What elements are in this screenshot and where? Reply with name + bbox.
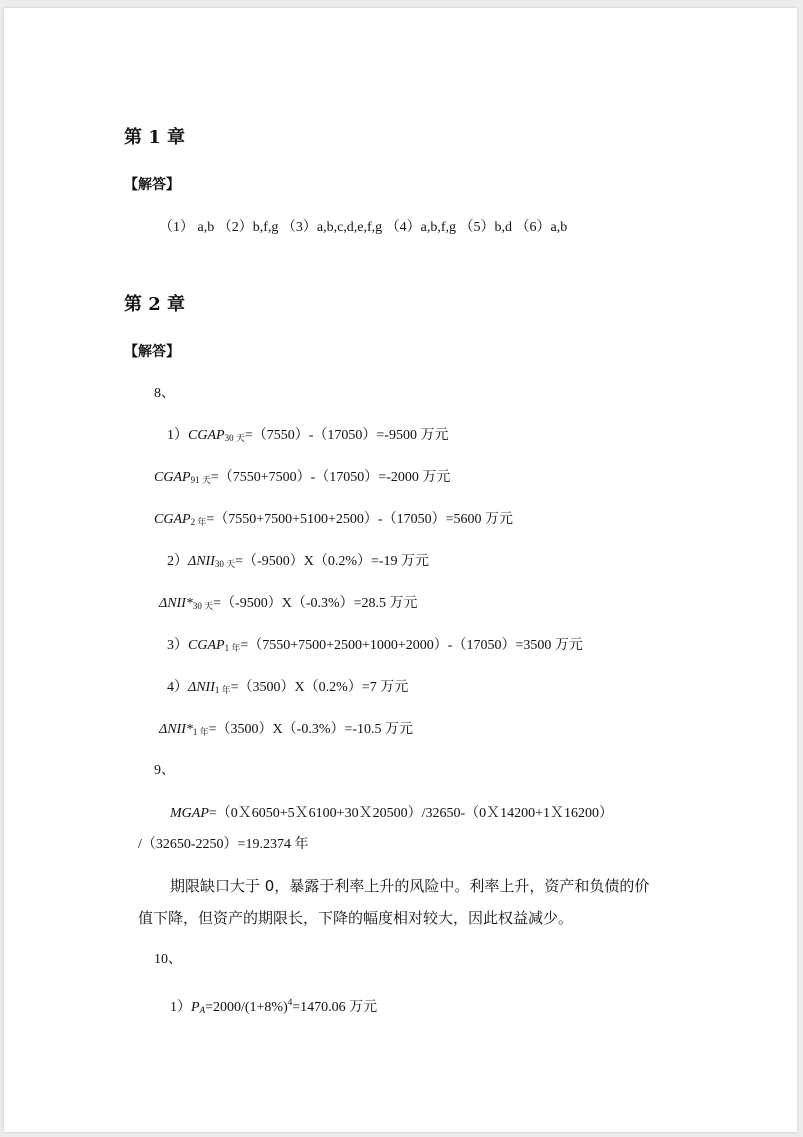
variable: P bbox=[191, 1000, 200, 1015]
delta-nii-1y-line bbox=[167, 678, 408, 700]
expression: =（7550+7500）-（17050）=-2000 万元 bbox=[210, 470, 451, 485]
item-number: 3） bbox=[167, 638, 188, 653]
subscript: 2 年 bbox=[190, 517, 207, 527]
mgap-line bbox=[170, 804, 613, 824]
cgap-30-line bbox=[167, 426, 448, 448]
expression: =（3500）X（-0.3%）=-10.5 万元 bbox=[208, 722, 414, 737]
cgap-1y-line bbox=[167, 636, 583, 658]
subscript: 91 天 bbox=[190, 475, 211, 485]
chapter-1-title: 第 1 章 bbox=[124, 127, 186, 148]
subscript: 1 年 bbox=[214, 685, 231, 695]
cgap-2y-line bbox=[154, 510, 513, 532]
item-number: 4） bbox=[167, 680, 188, 695]
paragraph-line-1: 期限缺口大于 0，暴露于利率上升的风险中。利率上升，资产和负债的价 bbox=[170, 877, 650, 895]
mgap-continuation: /（32650-2250）=19.2374 年 bbox=[138, 837, 309, 852]
question-9-label: 9、 bbox=[154, 763, 175, 778]
expression: =（0Ｘ6050+5Ｘ6100+30Ｘ20500）/32650-（0Ｘ14200+1Ｘ16200） bbox=[208, 806, 614, 821]
variable: ΔNII* bbox=[159, 596, 193, 611]
variable: MGAP bbox=[170, 806, 209, 821]
variable: CGAP bbox=[188, 428, 225, 443]
superscript: 4 bbox=[287, 997, 293, 1007]
present-value-line bbox=[170, 992, 377, 1020]
item-number: 1） bbox=[167, 428, 188, 443]
delta-nii-star-30-line bbox=[159, 594, 418, 616]
item-number: 2） bbox=[167, 554, 188, 569]
paragraph-line-2: 值下降，但资产的期限长，下降的幅度相对较大，因此权益减少。 bbox=[138, 909, 574, 927]
expression: =（7550）-（17050）=-9500 万元 bbox=[244, 428, 449, 443]
delta-nii-30-line bbox=[167, 552, 429, 574]
subscript: 30 天 bbox=[214, 559, 236, 569]
subscript: 30 天 bbox=[192, 601, 214, 611]
variable: ΔNII bbox=[188, 680, 215, 695]
chapter-1-answer-line: （1） a,b （2）b,f,g （3）a,b,c,d,e,f,g （4）a,b,f,g （5）b,d （6）a,b bbox=[159, 220, 568, 235]
subscript: 30 天 bbox=[224, 433, 245, 443]
expression: =（-9500）X（0.2%）=-19 万元 bbox=[235, 554, 430, 569]
chapter-2-answer-heading: 【解答】 bbox=[124, 344, 180, 360]
subscript: A bbox=[199, 1005, 206, 1015]
delta-nii-star-1y-line bbox=[159, 720, 413, 742]
question-10-label: 10、 bbox=[154, 952, 182, 967]
variable: ΔNII* bbox=[159, 722, 193, 737]
variable: ΔNII bbox=[188, 554, 215, 569]
document-page bbox=[4, 8, 797, 1132]
expression: =（-9500）X（-0.3%）=28.5 万元 bbox=[213, 596, 418, 611]
expression: =2000/(1+8%) bbox=[205, 1000, 288, 1015]
cgap-91-line bbox=[154, 468, 450, 490]
item-number: 1） bbox=[170, 1000, 191, 1015]
expression: =（7550+7500+5100+2500）-（17050）=5600 万元 bbox=[206, 512, 513, 527]
expression-result: =1470.06 万元 bbox=[292, 1000, 378, 1015]
subscript: 1 年 bbox=[192, 727, 209, 737]
subscript: 1 年 bbox=[224, 643, 241, 653]
variable: CGAP bbox=[188, 638, 225, 653]
chapter-1-answer-heading: 【解答】 bbox=[124, 177, 180, 193]
chapter-2-title: 第 2 章 bbox=[124, 294, 186, 315]
expression: =（3500）X（0.2%）=7 万元 bbox=[230, 680, 409, 695]
variable: CGAP bbox=[154, 512, 191, 527]
variable: CGAP bbox=[154, 470, 191, 485]
expression: =（7550+7500+2500+1000+2000）-（17050）=3500 万元 bbox=[240, 638, 583, 653]
question-8-label: 8、 bbox=[154, 386, 175, 401]
